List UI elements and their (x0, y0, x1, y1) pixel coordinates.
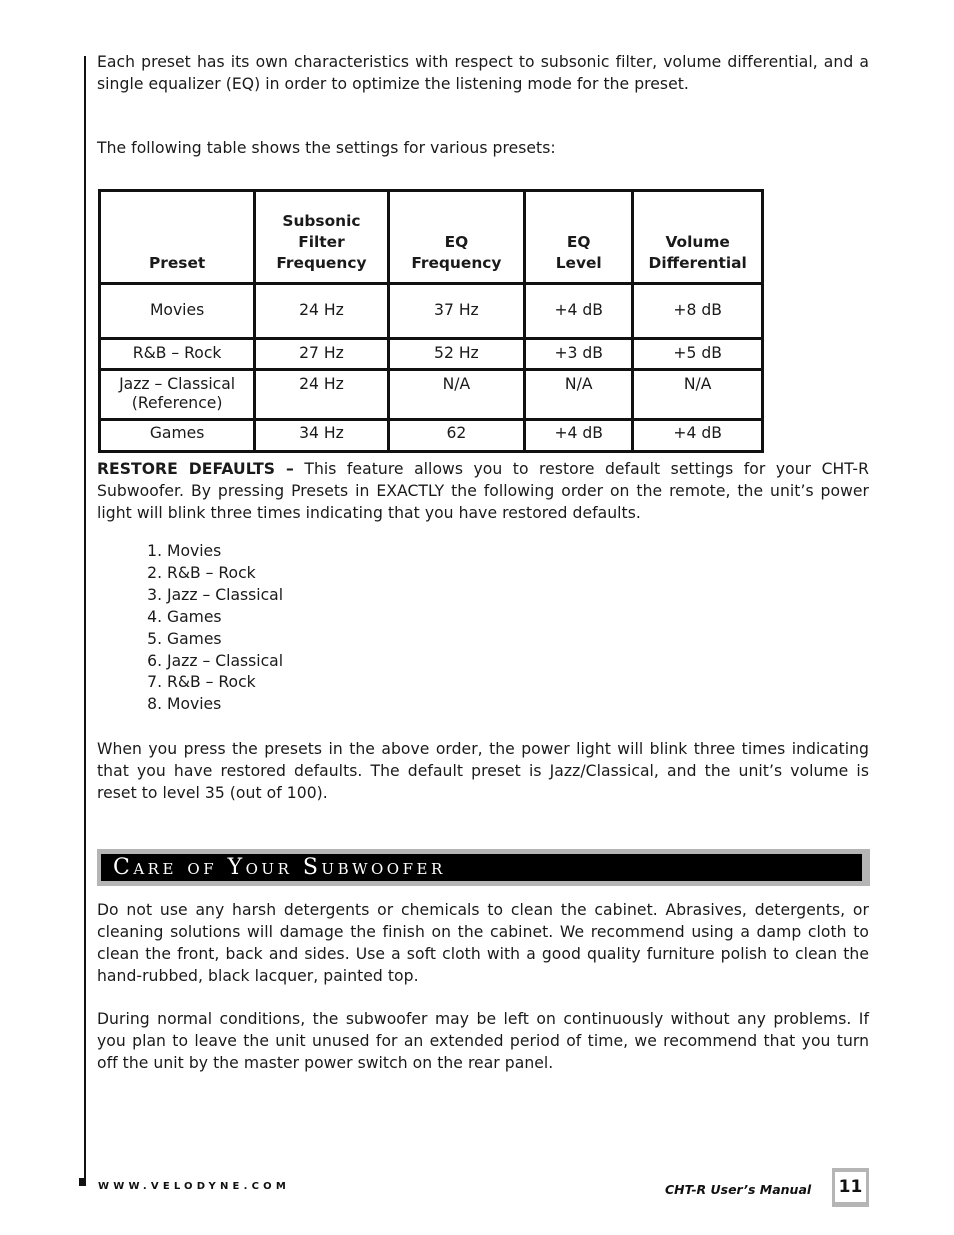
cell-volume: +4 dB (633, 420, 763, 452)
cell-eq-level: +3 dB (525, 339, 633, 370)
cell-preset: R&B – Rock (100, 339, 255, 370)
list-item: 5. Games (167, 629, 283, 651)
cell-eq-frequency: N/A (388, 370, 524, 420)
care-paragraph-1: Do not use any harsh detergents or chemicals to clean the cabinet. Abrasives, detergents, or cleaning solutions will damage the finish on the cabinet. We recommend using a damp cloth to clean the front, back and sides. Use a soft cloth with a good quality furniture polish to clean the hand-rubbed, black lacquer, painted top. (97, 901, 869, 985)
list-item: 3. Jazz – Classical (167, 585, 283, 607)
table-row (100, 420, 763, 452)
cell-preset: Jazz – Classical (Reference) (100, 370, 255, 420)
section-heading: Care of Your Subwoofer (101, 854, 862, 881)
footer-manual-title: CHT-R User’s Manual (665, 1182, 812, 1197)
list-item: 8. Movies (167, 694, 283, 716)
page-number: 11 (835, 1172, 866, 1202)
table-row (100, 339, 763, 370)
header-volume-differential: Volume Differential (633, 191, 763, 284)
restore-after-paragraph: When you press the presets in the above order, the power light will blink three times indicating that you have restored defaults. The default preset is Jazz/Classical, and the unit’s volume is reset to level 35 (out of 100). (97, 740, 869, 802)
cell-subsonic: 24 Hz (255, 370, 388, 420)
restore-defaults-title: RESTORE DEFAULTS – (97, 460, 294, 478)
list-item: 2. R&B – Rock (167, 563, 283, 585)
cell-eq-frequency: 52 Hz (388, 339, 524, 370)
footer-website: WWW.VELODYNE.COM (98, 1181, 290, 1192)
page-number-box (832, 1168, 869, 1207)
cell-volume: N/A (633, 370, 763, 420)
cell-subsonic: 27 Hz (255, 339, 388, 370)
cell-subsonic: 24 Hz (255, 284, 388, 339)
presets-table (98, 189, 764, 453)
header-eq-level: EQ Level (525, 191, 633, 284)
list-item: 4. Games (167, 607, 283, 629)
cell-eq-level: +4 dB (525, 284, 633, 339)
table-row (100, 284, 763, 339)
header-preset: Preset (100, 191, 255, 284)
list-item: 7. R&B – Rock (167, 672, 283, 694)
section-heading-bar (97, 849, 870, 886)
left-margin-rule (84, 56, 86, 1182)
table-row (100, 370, 763, 420)
cell-volume: +5 dB (633, 339, 763, 370)
cell-preset: Movies (100, 284, 255, 339)
care-paragraph-2: During normal conditions, the subwoofer may be left on continuously without any problems. If you plan to leave the unit unused for an extended period of time, we recommend that you turn off the unit by the master power switch on the rear panel. (97, 1010, 869, 1072)
restore-defaults-paragraph (97, 458, 869, 524)
cell-volume: +8 dB (633, 284, 763, 339)
header-eq-frequency: EQ Frequency (388, 191, 524, 284)
cell-preset: Games (100, 420, 255, 452)
table-lead-text: The following table shows the settings for various presets: (97, 139, 556, 157)
left-margin-rule-cap (79, 1178, 86, 1186)
cell-eq-level: +4 dB (525, 420, 633, 452)
restore-steps-list (97, 541, 283, 716)
restore-defaults-text: This feature allows you to restore default settings for your CHT-R Subwoofer. By pressing Presets in EXACTLY the following order on the remote, the unit’s power light will blink three times indicating that you have restored defaults. (97, 460, 869, 522)
header-subsonic-filter-frequency: Subsonic Filter Frequency (255, 191, 388, 284)
cell-eq-level: N/A (525, 370, 633, 420)
list-item: 6. Jazz – Classical (167, 651, 283, 673)
table-header-row (100, 191, 763, 284)
cell-subsonic: 34 Hz (255, 420, 388, 452)
cell-eq-frequency: 62 (388, 420, 524, 452)
intro-paragraph: Each preset has its own characteristics with respect to subsonic filter, volume differential, and a single equalizer (EQ) in order to optimize the listening mode for the preset. (97, 53, 869, 93)
cell-eq-frequency: 37 Hz (388, 284, 524, 339)
list-item: 1. Movies (167, 541, 283, 563)
